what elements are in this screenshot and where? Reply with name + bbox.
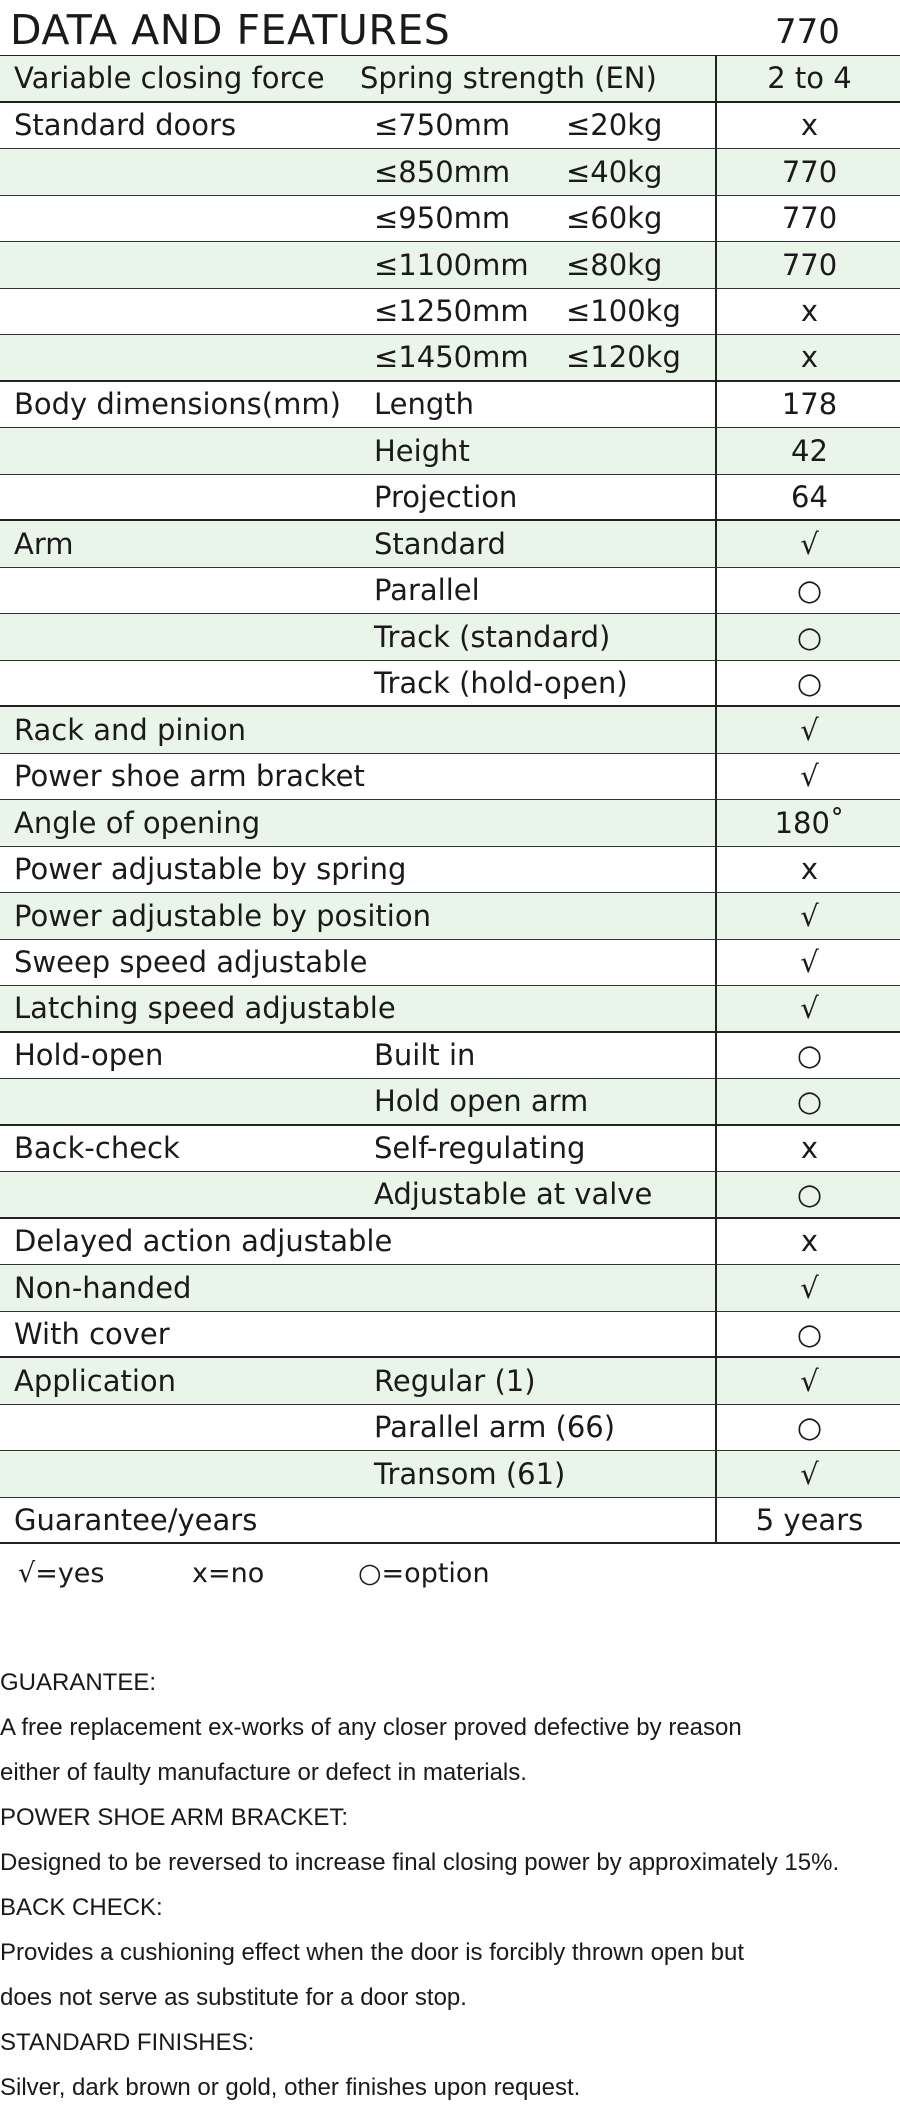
table-row [0,335,900,382]
row-value: √ [715,521,900,567]
row-label: Non-handed [14,1270,192,1305]
table-row [0,242,900,289]
row-label: Arm [14,526,74,561]
row-value: ○ [715,1172,900,1217]
backcheck-text-line2: does not serve as substitute for a door stop. [0,1984,467,2011]
row-value: √ [715,1451,900,1497]
legend-no: x=no [192,1558,265,1589]
table-row [0,1033,900,1080]
row-value: ○ [715,1405,900,1451]
table-row [0,475,900,522]
row-value: √ [715,1265,900,1311]
row-value: x [715,103,900,149]
row-value: x [715,289,900,335]
row-value: ○ [715,1312,900,1357]
row-label: Variable closing force [14,61,325,96]
page-title: DATA AND FEATURES [10,6,451,54]
table-row [0,1358,900,1405]
row-value: ○ [715,1033,900,1079]
row-width: ≤1450mm [374,340,529,375]
row-value: 5 years [715,1498,900,1543]
row-sublabel: Regular (1) [374,1363,536,1398]
legend [0,1550,900,1598]
backcheck-heading: BACK CHECK: [0,1894,163,1921]
guarantee-text-line1: A free replacement ex-works of any closer proved defective by reason [0,1714,742,1741]
table-row [0,940,900,987]
row-value: ○ [715,661,900,706]
guarantee-text-line2: either of faulty manufacture or defect in materials. [0,1759,527,1786]
table-row [0,1219,900,1266]
table-row [0,382,900,429]
row-sublabel: Adjustable at valve [374,1177,653,1212]
table-row [0,1312,900,1359]
row-width: ≤1100mm [374,247,529,282]
table-row [0,754,900,801]
row-label: Rack and pinion [14,712,247,747]
row-weight: ≤60kg [566,201,663,236]
model-number: 770 [775,12,840,52]
row-weight: ≤120kg [566,340,681,375]
table-row [0,1498,900,1545]
row-sublabel: Self-regulating [374,1131,586,1166]
row-weight: ≤80kg [566,247,663,282]
table-row [0,1172,900,1219]
row-value: ○ [715,614,900,660]
table-row [0,1079,900,1126]
table-row [0,707,900,754]
row-sublabel: Parallel arm (66) [374,1410,616,1445]
table-row [0,1126,900,1173]
table-row [0,1451,900,1498]
notes [0,1660,900,2110]
row-label: Hold-open [14,1038,164,1073]
row-label: Back-check [14,1131,180,1166]
row-value: x [715,335,900,380]
table-row [0,986,900,1033]
row-sublabel: Projection [374,479,518,514]
table-row [0,289,900,336]
row-label: Delayed action adjustable [14,1224,393,1259]
row-label: With cover [14,1316,170,1351]
row-label: Guarantee/years [14,1502,258,1537]
title-row [0,0,900,57]
row-sublabel: Track (hold-open) [374,665,628,700]
row-value: √ [715,1358,900,1404]
table-row [0,521,900,568]
row-sublabel: Standard [374,526,506,561]
row-weight: ≤40kg [566,154,663,189]
legend-yes: √=yes [18,1558,105,1589]
finishes-text: Silver, dark brown or gold, other finishes upon request. [0,2074,581,2101]
row-width: ≤750mm [374,108,511,143]
legend-option: ○=option [358,1558,490,1589]
row-label: Sweep speed adjustable [14,945,368,980]
row-value: ○ [715,1079,900,1124]
row-value: 770 [715,242,900,288]
row-width: ≤850mm [374,154,511,189]
row-value: √ [715,754,900,800]
row-sublabel: Parallel [374,573,480,608]
table-row [0,1405,900,1452]
features-table [0,56,900,1544]
table-row [0,196,900,243]
row-label: Body dimensions(mm) [14,387,341,422]
guarantee-heading: GUARANTEE: [0,1669,157,1696]
row-sublabel: Track (standard) [374,619,611,654]
row-value: √ [715,940,900,986]
row-label: Application [14,1363,177,1398]
row-sublabel: Height [374,433,470,468]
row-value: √ [715,986,900,1031]
bracket-heading: POWER SHOE ARM BRACKET: [0,1804,349,1831]
row-label: Power adjustable by position [14,898,431,933]
table-row [0,428,900,475]
table-row [0,893,900,940]
row-value: √ [715,707,900,753]
row-weight: ≤20kg [566,108,663,143]
table-row [0,149,900,196]
row-weight: ≤100kg [566,294,681,329]
row-label: Power shoe arm bracket [14,759,365,794]
row-value: ○ [715,568,900,614]
row-label: Latching speed adjustable [14,991,396,1026]
row-sublabel: Length [374,387,475,422]
table-row [0,614,900,661]
row-value: 64 [715,475,900,520]
backcheck-text-line1: Provides a cushioning effect when the door is forcibly thrown open but [0,1939,744,1966]
table-row [0,1265,900,1312]
row-label: Angle of opening [14,805,261,840]
table-row [0,56,900,103]
row-value: 2 to 4 [715,56,900,101]
row-value: √ [715,893,900,939]
table-row [0,568,900,615]
table-row [0,661,900,708]
row-width: ≤950mm [374,201,511,236]
row-value: 178 [715,382,900,428]
finishes-heading: STANDARD FINISHES: [0,2029,255,2056]
bracket-text: Designed to be reversed to increase final closing power by approximately 15%. [0,1849,840,1876]
row-value: 770 [715,196,900,242]
table-row [0,847,900,894]
row-sublabel: Hold open arm [374,1084,589,1119]
row-value: x [715,1126,900,1172]
row-value: x [715,1219,900,1265]
row-value: 42 [715,428,900,474]
row-value: 180˚ [715,800,900,846]
row-label: Power adjustable by spring [14,852,407,887]
table-row [0,800,900,847]
row-width: ≤1250mm [374,294,529,329]
table-row [0,103,900,150]
row-sublabel: Built in [374,1038,476,1073]
row-label: Standard doors [14,108,237,143]
row-sublabel: Transom (61) [374,1456,566,1491]
row-sublabel: Spring strength (EN) [360,61,657,96]
row-value: x [715,847,900,893]
row-value: 770 [715,149,900,195]
